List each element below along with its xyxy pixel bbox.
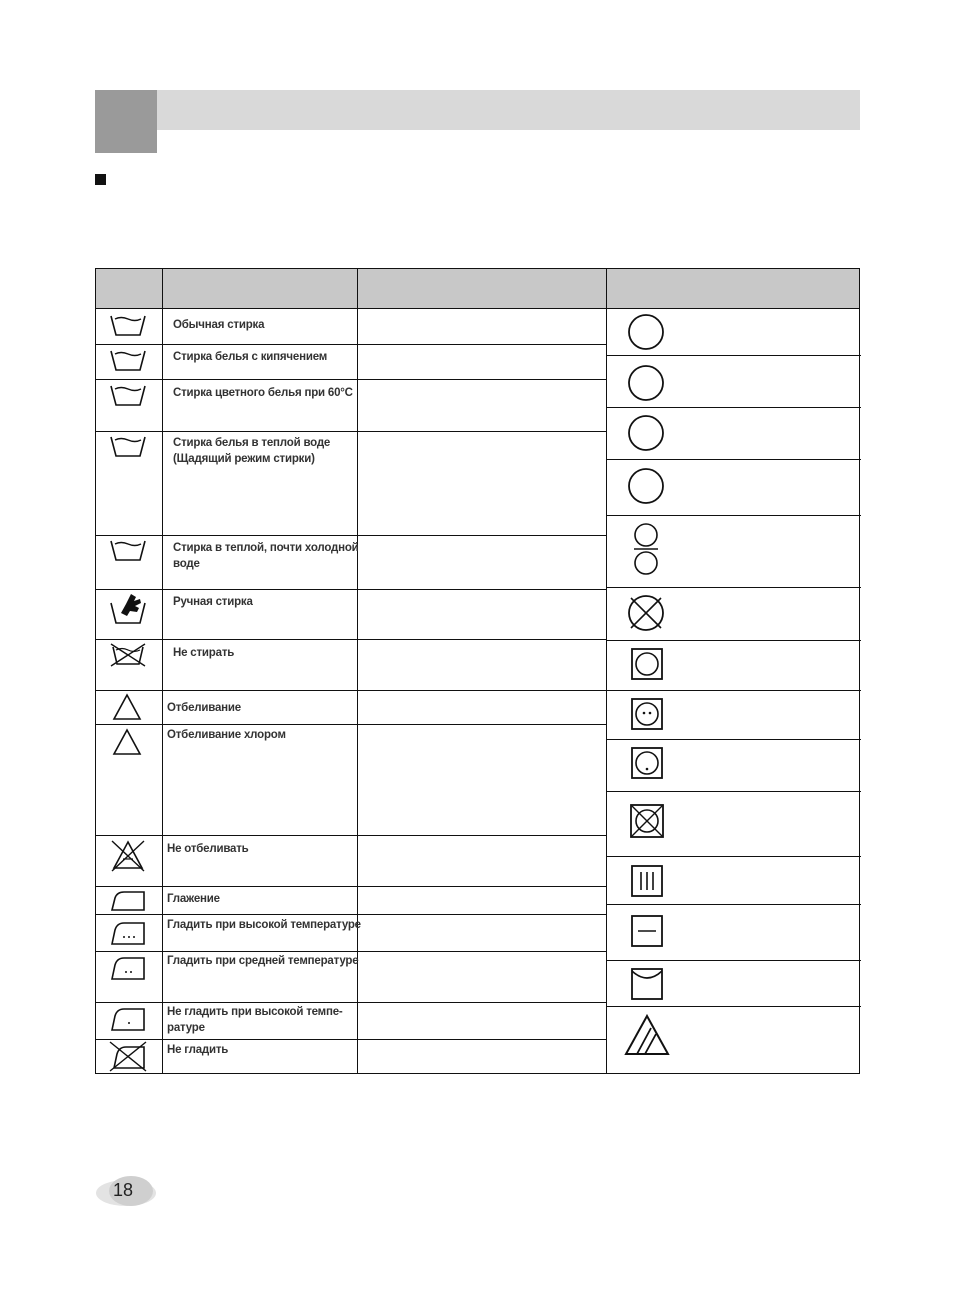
row-divider: [96, 690, 606, 691]
section-header-block: [95, 90, 157, 153]
row-divider: [606, 791, 861, 792]
care-label: Ручная стирка: [173, 596, 253, 608]
row-divider: [606, 960, 861, 961]
row-divider: [606, 904, 861, 905]
row-divider: [606, 407, 861, 408]
row-divider: [96, 951, 606, 952]
care-label: Глажение: [167, 893, 220, 905]
care-symbols-table: [95, 268, 860, 1074]
row-divider: [96, 724, 606, 725]
page-number: 18: [113, 1180, 134, 1200]
do-not-iron-icon: [108, 1040, 148, 1072]
column-divider: [162, 269, 163, 1073]
do-not-bleach-icon: [108, 837, 148, 873]
row-divider: [96, 379, 606, 380]
row-divider: [96, 639, 606, 640]
iron-medium-temp-icon: [110, 955, 146, 981]
care-label: Гладить при высокой температуре: [167, 919, 361, 931]
iron-high-temp-icon: [110, 920, 146, 946]
care-label: Обычная стирка: [173, 319, 265, 331]
row-divider: [96, 535, 606, 536]
line-dry-icon: [630, 967, 664, 1001]
bleach-non-chlorine-icon: [623, 1013, 671, 1057]
row-divider: [96, 886, 606, 887]
care-label-line: (Щадящий режим стирки): [173, 453, 315, 465]
do-not-tumble-dry-icon: [629, 803, 665, 839]
table-header: [96, 269, 859, 309]
care-label-line: ратуре: [167, 1022, 205, 1034]
wash-tub-icon: [110, 540, 146, 562]
row-divider: [606, 515, 861, 516]
row-divider: [96, 1039, 606, 1040]
care-label: [173, 435, 330, 467]
row-divider: [96, 589, 606, 590]
row-divider: [606, 739, 861, 740]
row-divider: [606, 640, 861, 641]
tumble-dry-two-dots-icon: [630, 697, 664, 731]
section-header-bar: [157, 90, 860, 130]
row-divider: [606, 690, 861, 691]
care-label-line: Стирка белья в теплой воде: [173, 437, 331, 449]
care-label: Отбеливание хлором: [167, 729, 286, 741]
care-label: Стирка цветного белья при 60°С: [173, 387, 353, 399]
dry-flat-icon: [630, 914, 664, 948]
care-label: [173, 540, 359, 572]
wash-tub-icon: [110, 315, 146, 337]
care-label-line: Стирка в теплой, почти холодной: [173, 542, 359, 554]
wash-tub-icon: [110, 350, 146, 372]
care-label: Не гладить: [167, 1044, 229, 1056]
dry-clean-double-circle-icon: [633, 521, 659, 577]
wash-tub-icon: [110, 436, 146, 458]
dry-clean-circle-icon: [627, 414, 665, 452]
dry-clean-circle-icon: [627, 313, 665, 351]
row-divider: [606, 587, 861, 588]
do-not-dry-clean-icon: [626, 593, 666, 633]
drip-dry-icon: [630, 864, 664, 898]
care-label: Стирка белья с кипячением: [173, 351, 328, 363]
chlorine-bleach-icon: [112, 728, 142, 756]
row-divider: [96, 344, 606, 345]
row-divider: [96, 431, 606, 432]
dry-clean-circle-icon: [627, 364, 665, 402]
bleach-triangle-icon: [112, 693, 142, 721]
row-divider: [606, 459, 861, 460]
row-divider: [606, 355, 861, 356]
iron-icon: [110, 890, 146, 912]
care-label: Не отбеливать: [167, 843, 249, 855]
row-divider: [96, 1002, 606, 1003]
do-not-wash-icon: [110, 643, 146, 667]
column-divider: [606, 269, 607, 1073]
row-divider: [96, 835, 606, 836]
wash-tub-icon: [110, 385, 146, 407]
row-divider: [606, 856, 861, 857]
care-label: Не стирать: [173, 647, 235, 659]
care-label-line: Не гладить при высокой темпе-: [167, 1006, 343, 1018]
care-label-line: воде: [173, 558, 200, 570]
care-label: Отбеливание: [167, 702, 241, 714]
care-label: Гладить при средней температуре: [167, 955, 359, 967]
iron-low-temp-icon: [110, 1006, 146, 1032]
dry-clean-circle-icon: [627, 467, 665, 505]
row-divider: [606, 1006, 861, 1007]
tumble-dry-one-dot-icon: [630, 746, 664, 780]
tumble-dry-icon: [630, 647, 664, 681]
care-label: [167, 1004, 343, 1036]
hand-wash-icon: [110, 591, 146, 625]
row-divider: [96, 914, 606, 915]
section-bullet: [95, 174, 106, 185]
